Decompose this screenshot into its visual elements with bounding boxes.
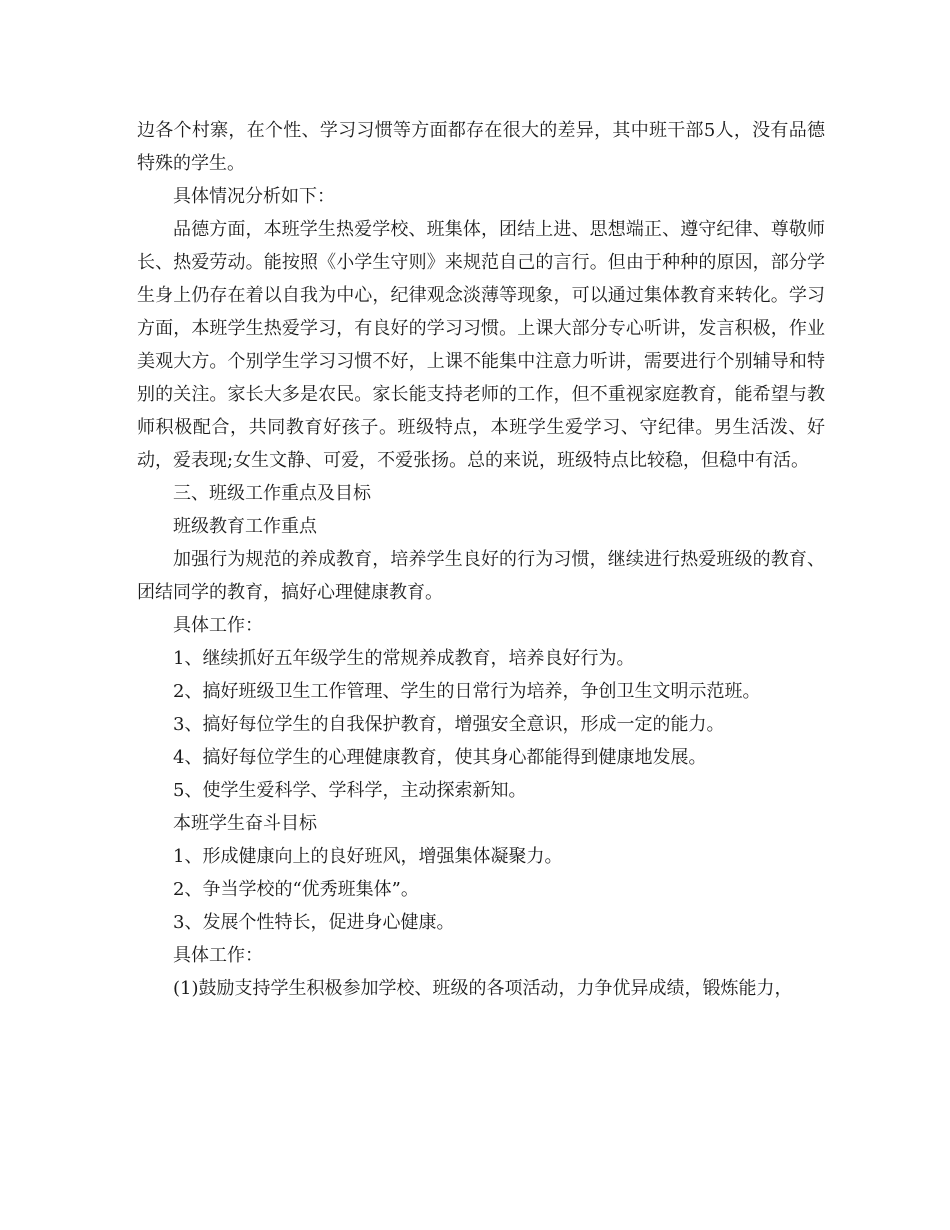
- list-item: 2、搞好班级卫生工作管理、学生的日常行为培养，争创卫生文明示范班。: [173, 681, 761, 702]
- list-item: 3、搞好每位学生的自我保护教育，增强安全意识，形成一定的能力。: [173, 714, 725, 735]
- list-item: 5、使学生爱科学、学科学，主动探索新知。: [173, 780, 527, 801]
- paragraph-2: 具体情况分析如下：: [173, 186, 335, 207]
- list-item: 1、形成健康向上的良好班风，增强集体凝聚力。: [173, 846, 563, 867]
- list-item: 1、继续抓好五年级学生的常规养成教育，培养良好行为。: [173, 648, 635, 669]
- subheading-goals: 本班学生奋斗目标: [173, 813, 317, 834]
- section-heading: 三、班级工作重点及目标: [173, 483, 371, 504]
- paragraph-3: 品德方面，本班学生热爱学校、班集体，团结上进、思想端正、遵守纪律、尊敬师长、热爱劳动。能按照《小学生守则》来规范自己的言行。但由于种种的原因，部分学生身上仍存在着以自我为中心，纪律观念淡薄等现象，可以通过集体教育来转化。学习方面，本班学生热爱学习，有良好的学习习惯。上课大部分专心听讲，发言积极，作业美观大方。个别学生学习习惯不好，上课不能集中注意力听讲，需要进行个别辅导和特别的关注。家长大多是农民。家长能支持老师的工作，但不重视家庭教育，能希望与教师积极配合，共同教育好孩子。班级特点，本班学生爱学习、守纪律。男生活泼、好动，爱表现;女生文静、可爱，不爱张扬。总的来说，班级特点比较稳，但稳中有活。: [137, 219, 825, 471]
- list-item: 2、争当学校的“优秀班集体”。: [173, 879, 419, 900]
- list-item: 4、搞好每位学生的心理健康教育，使其身心都能得到健康地发展。: [173, 747, 707, 768]
- paragraph-1: 边各个村寨，在个性、学习习惯等方面都存在很大的差异，其中班干部5人，没有品德特殊的学生。: [137, 120, 825, 174]
- subheading-focus: 班级教育工作重点: [173, 516, 317, 537]
- paragraph-focus: 加强行为规范的养成教育，培养学生良好的行为习惯，继续进行热爱班级的教育、团结同学的教育，搞好心理健康教育。: [137, 549, 825, 603]
- document-body: [137, 114, 825, 1005]
- subheading-tasks-2: 具体工作：: [173, 945, 263, 966]
- list-item: (1)鼓励支持学生积极参加学校、班级的各项活动，力争优异成绩，锻炼能力，: [173, 978, 793, 999]
- subheading-tasks: 具体工作：: [173, 615, 263, 636]
- list-item: 3、发展个性特长，促进身心健康。: [173, 912, 455, 933]
